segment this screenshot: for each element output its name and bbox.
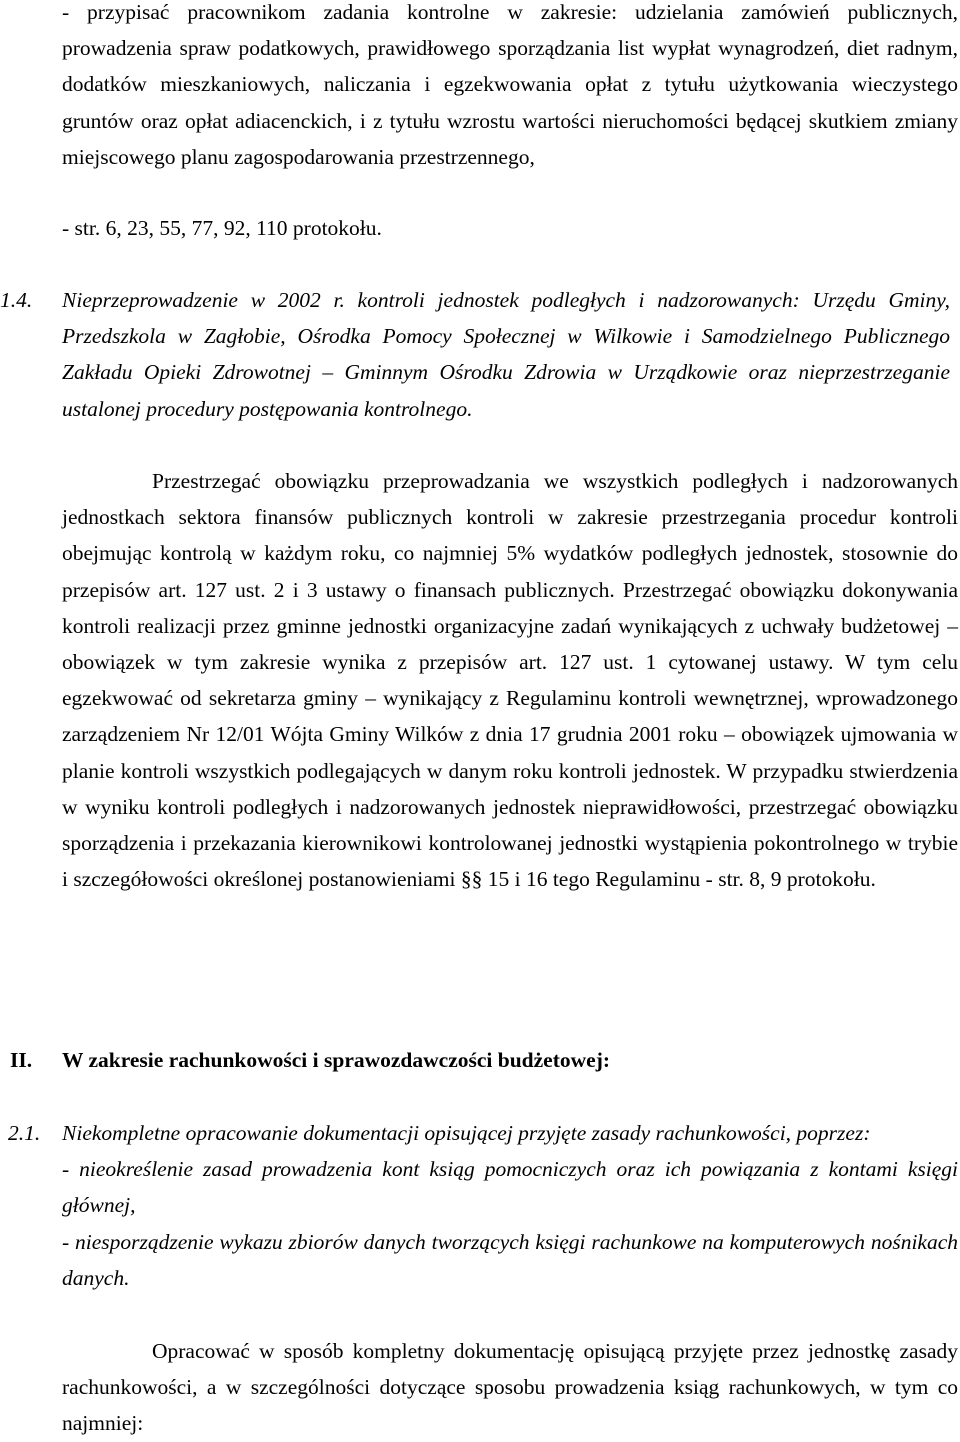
paragraph-recommendation-accounting: Opracować w sposób kompletny dokumentację opisującą przyjęte przez jednostkę zasady rachunkowości, a w szczególności dotyczące sposobu prowadzenia ksiąg rachunkowych, w tym co najmniej: bbox=[62, 1339, 958, 1436]
section-2-1-item-1: - nieokreślenie zasad prowadzenia kont ksiąg pomocniczych oraz ich powiązania z kontami księgi głównej, bbox=[62, 1157, 958, 1218]
paragraph-recommendation-control: Przestrzegać obowiązku przeprowadzania we wszystkich podległych i nadzorowanych jednostkach sektora finansów publicznych kontroli w zakresie przestrzegania procedur kontroli obejmując kontrolą w każdym roku, co najmniej 5% wydatków podległych jednostek, stosownie do przepisów art. 127 ust. 2 i 3 ustawy o finansach publicznych. Przestrzegać obowiązku dokonywania kontroli realizacji przez gminne jednostki organizacyjne zadań wynikających z uchwały budżetowej – obowiązek w tym zakresie wynika z przepisów art. 127 ust. 1 cytowanej ustawy. W tym celu egzekwować od sekretarza gminy – wynikający z Regulaminu kontroli wewnętrznej, wprowadzonego zarządzeniem Nr 12/01 Wójta Gminy Wilków z dnia 17 grudnia 2001 roku – obowiązek ujmowania w planie kontroli wszystkich podlegających w danym roku kontroli jednostek. W przypadku stwierdzenia w wyniku kontroli podległych i nadzorowanych jednostek nieprawidłowości, przestrzegać obowiązku sporządzenia i przekazania kierownikowi kontrolowanej jednostki wystąpienia pokontrolnego w trybie i szczegółowości określonej postanowieniami §§ 15 i 16 tego Regulaminu - str. 8, 9 protokołu. bbox=[62, 469, 958, 892]
protocol-reference: - str. 6, 23, 55, 77, 92, 110 protokołu. bbox=[62, 216, 382, 240]
section-2-1-item-2: - niesporządzenie wykazu zbiorów danych tworzących księgi rachunkowe na komputerowych nośnikach danych. bbox=[62, 1229, 958, 1290]
section-number-ii: II. bbox=[10, 1048, 33, 1072]
section-1-4-text: Nieprzeprowadzenie w 2002 r. kontroli jednostek podległych i nadzorowanych: Urzędu Gminy, Przedszkola w Zagłobie, Ośrodka Pomocy Społecznej w Wilkowie i Samodzielnego Publicznego Zakładu Opieki Zdrowotnej – Gminnym Ośrodku Zdrowia w Urządkowie oraz nieprzestrzeganie ustalonej procedury postępowania kontrolnego. bbox=[62, 288, 950, 421]
section-number-2-1: 2.1. bbox=[8, 1121, 41, 1145]
section-ii-heading: W zakresie rachunkowości i sprawozdawczości budżetowej: bbox=[62, 1048, 611, 1072]
paragraph-control-tasks: - przypisać pracownikom zadania kontrolne w zakresie: udzielania zamówień publicznych, prowadzenia spraw podatkowych, prawidłowego sporządzania list wypłat wynagrodzeń, diet radnym, dodatków mieszkaniowych, naliczania i egzekwowania opłat z tytułu użytkowania wieczystego gruntów oraz opłat adiacenckich, i z tytułu wzrostu wartości nieruchomości będącej skutkiem zmiany miejscowego planu zagospodarowania przestrzennego, bbox=[62, 0, 958, 169]
section-2-1-text: Niekompletne opracowanie dokumentacji opisującej przyjęte zasady rachunkowości, poprzez: bbox=[62, 1121, 871, 1145]
section-number-1-4: 1.4. bbox=[0, 288, 33, 312]
section-2-1-body bbox=[62, 1115, 958, 1296]
